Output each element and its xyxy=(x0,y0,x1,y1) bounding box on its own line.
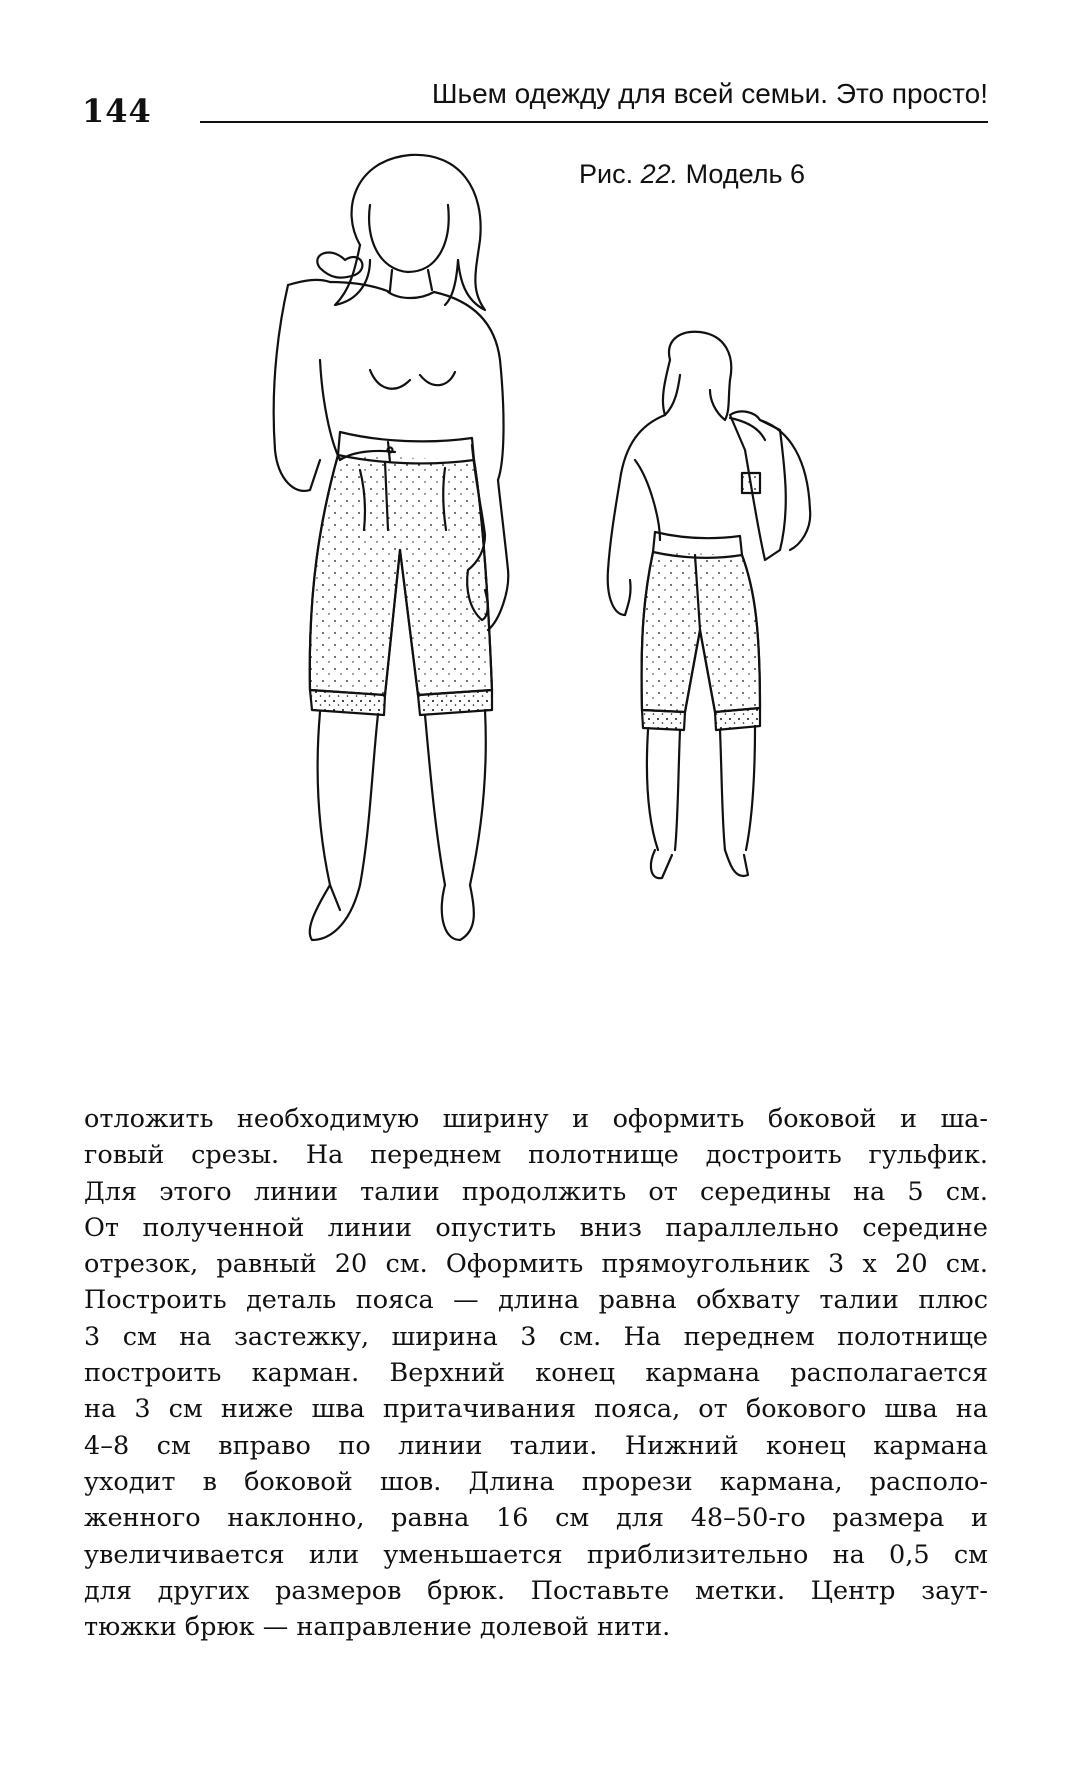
front-figure xyxy=(274,155,509,940)
page-number: 144 xyxy=(82,92,152,130)
text-line: 4–8 см вправо по линии талии. Нижний конец кармана xyxy=(84,1430,988,1461)
text-line: отрезок, равный 20 см. Оформить прямоугольник 3 х 20 см. xyxy=(84,1249,988,1280)
caption-title: Модель 6 xyxy=(678,159,806,189)
text-line: на 3 см ниже шва притачивания пояса, от бокового шва на xyxy=(84,1394,988,1425)
text-line: уходит в боковой шов. Длина прорези кармана, располо- xyxy=(84,1466,988,1497)
back-figure xyxy=(608,332,811,878)
text-line: увеличивается или уменьшается приблизительно на 0,5 см xyxy=(84,1539,988,1570)
text-line: отложить необходимую ширину и оформить боковой и ша- xyxy=(84,1104,988,1134)
text-line: женного наклонно, равна 16 см для 48–50-го размера и xyxy=(84,1503,988,1534)
caption-prefix: Рис. xyxy=(579,159,641,189)
text-line: построить карман. Верхний конец кармана располагается xyxy=(84,1358,988,1389)
body-text xyxy=(84,1101,988,1645)
header-rule xyxy=(200,121,988,123)
text-line: 3 см на застежку, ширина 3 см. На переднем полотнище xyxy=(84,1321,988,1352)
running-title: Шьем одежду для всей семьи. Это просто! xyxy=(431,78,988,109)
text-line: тюжки брюк — направление долевой нити. xyxy=(84,1612,671,1643)
text-line: От полученной линии опустить вниз параллельно середине xyxy=(84,1212,988,1243)
text-line: Для этого линии талии продолжить от середины на 5 см. xyxy=(84,1176,988,1207)
text-line: говый срезы. На переднем полотнище достроить гульфик. xyxy=(84,1140,988,1171)
caption-number: 22. xyxy=(640,159,679,189)
text-line: для других размеров брюк. Поставьте метки. Центр заут- xyxy=(84,1575,988,1606)
text-line: Построить деталь пояса — длина равна обхвату талии плюс xyxy=(84,1285,988,1316)
fashion-illustration xyxy=(260,150,900,1070)
